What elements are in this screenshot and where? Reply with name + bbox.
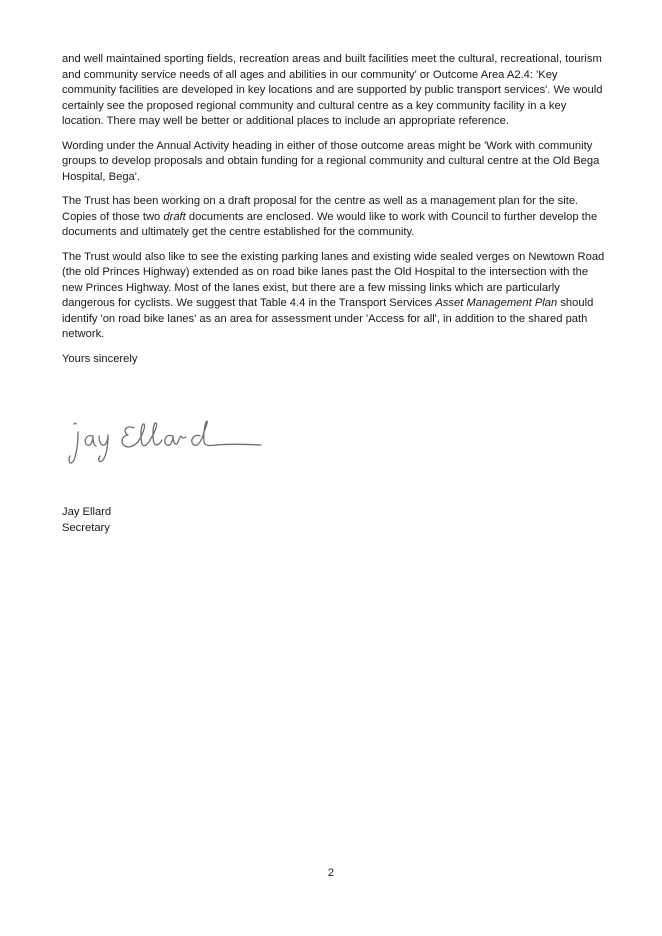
paragraph-text: The Trust would also like to see the existing parking lanes and existing wide sealed verges on Newtown Road (the old Princes Highway) extended as on road bike lanes past the Old Hospital to the intersection with the new Princes Highway. Most of the lanes exist, but there are a few missing links which are particularly dangerous for cyclists. We suggest that Table 4.4 in the Transport Services: [62, 250, 605, 309]
page-number: 2: [327, 867, 335, 879]
paragraph-text: and well maintained sporting fields, recreation areas and built facilities meet the cultural, recreational, tourism and community service needs of all ages and abilities in our community' or Outcome Area A2.4: 'Key community facilities are developed in key locations and are supported by public transport services'. We would certainly see the proposed regional community and cultural centre as a key community facility in a key location. There may well be better or additional places to include an appropriate reference.: [62, 53, 603, 127]
paragraph-text: The Trust has been working on a draft proposal for the centre as well as a management plan for the site. Copies of those two: [62, 195, 579, 223]
signer-name: Jay Ellard: [62, 506, 112, 518]
letter-paragraph: [62, 139, 607, 186]
paragraph-text: should identify 'on road bike lanes' as an area for assessment under 'Access for all', in addition to the shared path network.: [62, 297, 594, 340]
emphasized-text: draft: [163, 210, 186, 223]
signer-block: [62, 505, 111, 536]
letter-paragraph: [62, 194, 607, 241]
paragraph-text: documents are enclosed. We would like to work with Council to further develop the documents and ultimately get the centre established for the community.: [62, 210, 598, 238]
letter-paragraph: [62, 250, 607, 343]
paragraph-text: Wording under the Annual Activity heading in either of those outcome areas might be 'Work with community groups to develop proposals and obtain funding for a regional community and cultural centre at the Old Bega Hospital, Bega'.: [62, 139, 600, 183]
closing-line: Yours sincerely: [62, 352, 138, 365]
letter-paragraphs: [62, 52, 607, 343]
letter-paragraph: [62, 52, 607, 130]
signer-title: Secretary: [62, 521, 110, 534]
letter-body: [62, 52, 607, 367]
handwritten-signature: [66, 418, 266, 470]
emphasized-text: Asset Management Plan: [435, 297, 558, 309]
